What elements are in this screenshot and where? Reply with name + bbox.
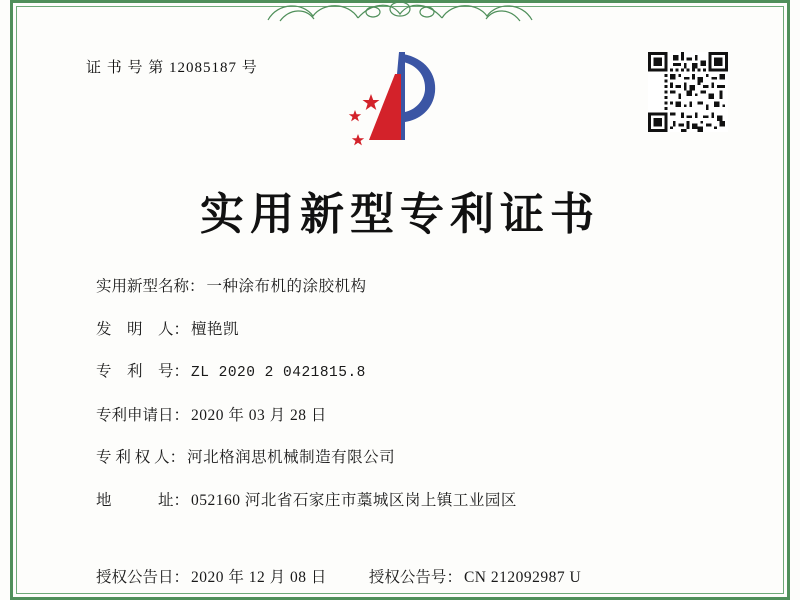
field-colon: ： xyxy=(446,569,462,586)
field-value-grant-number: CN 212092987 U xyxy=(463,569,582,586)
field-colon: ： xyxy=(173,320,190,338)
field-value-grant-date: 2020 年 12 月 08 日 xyxy=(191,569,327,586)
field-label: 授权公告号 xyxy=(368,569,447,586)
top-ornamental-band xyxy=(18,0,782,22)
field-value-inventor: 檀艳凯 xyxy=(191,320,240,338)
field-colon: ： xyxy=(169,449,186,467)
field-inventor xyxy=(96,321,740,340)
field-colon: ： xyxy=(189,278,205,295)
qr-code xyxy=(648,52,728,132)
field-label: 专利申请日 xyxy=(96,406,174,424)
field-value-patent-number: ZL 2020 2 0421815.8 xyxy=(191,365,366,382)
field-value-application-date: 2020 年 03 月 28 日 xyxy=(191,406,327,424)
patent-office-emblem xyxy=(325,48,475,158)
field-colon: ： xyxy=(173,491,190,509)
field-colon: ： xyxy=(173,569,190,586)
field-value-utility-model-name: 一种涂布机的涂胶机构 xyxy=(206,278,367,295)
field-grant-number xyxy=(369,565,581,587)
field-patentee xyxy=(96,449,740,468)
field-label: 专 利 号 xyxy=(96,363,174,381)
field-colon: ： xyxy=(173,363,190,381)
field-application-date xyxy=(96,407,740,426)
field-label: 专 利 权 人 xyxy=(96,449,170,467)
field-grant-date xyxy=(96,565,327,587)
field-utility-model-name xyxy=(96,278,740,297)
grant-info-row xyxy=(96,565,750,587)
field-list xyxy=(96,278,740,534)
field-patent-number xyxy=(96,363,740,382)
page-title: 实用新型专利证书 xyxy=(200,190,600,239)
field-value-patentee: 河北格润思机械制造有限公司 xyxy=(187,449,396,467)
field-label: 地 址 xyxy=(96,491,174,509)
field-label: 发 明 人 xyxy=(96,320,174,338)
field-value-address: 052160 河北省石家庄市藁城区岗上镇工业园区 xyxy=(191,491,517,509)
field-label: 实用新型名称 xyxy=(96,278,190,295)
certificate-number: 证 书 号 第 12085187 号 xyxy=(86,60,258,76)
field-colon: ： xyxy=(173,406,190,424)
field-address xyxy=(96,492,740,511)
field-label: 授权公告日 xyxy=(96,569,174,586)
